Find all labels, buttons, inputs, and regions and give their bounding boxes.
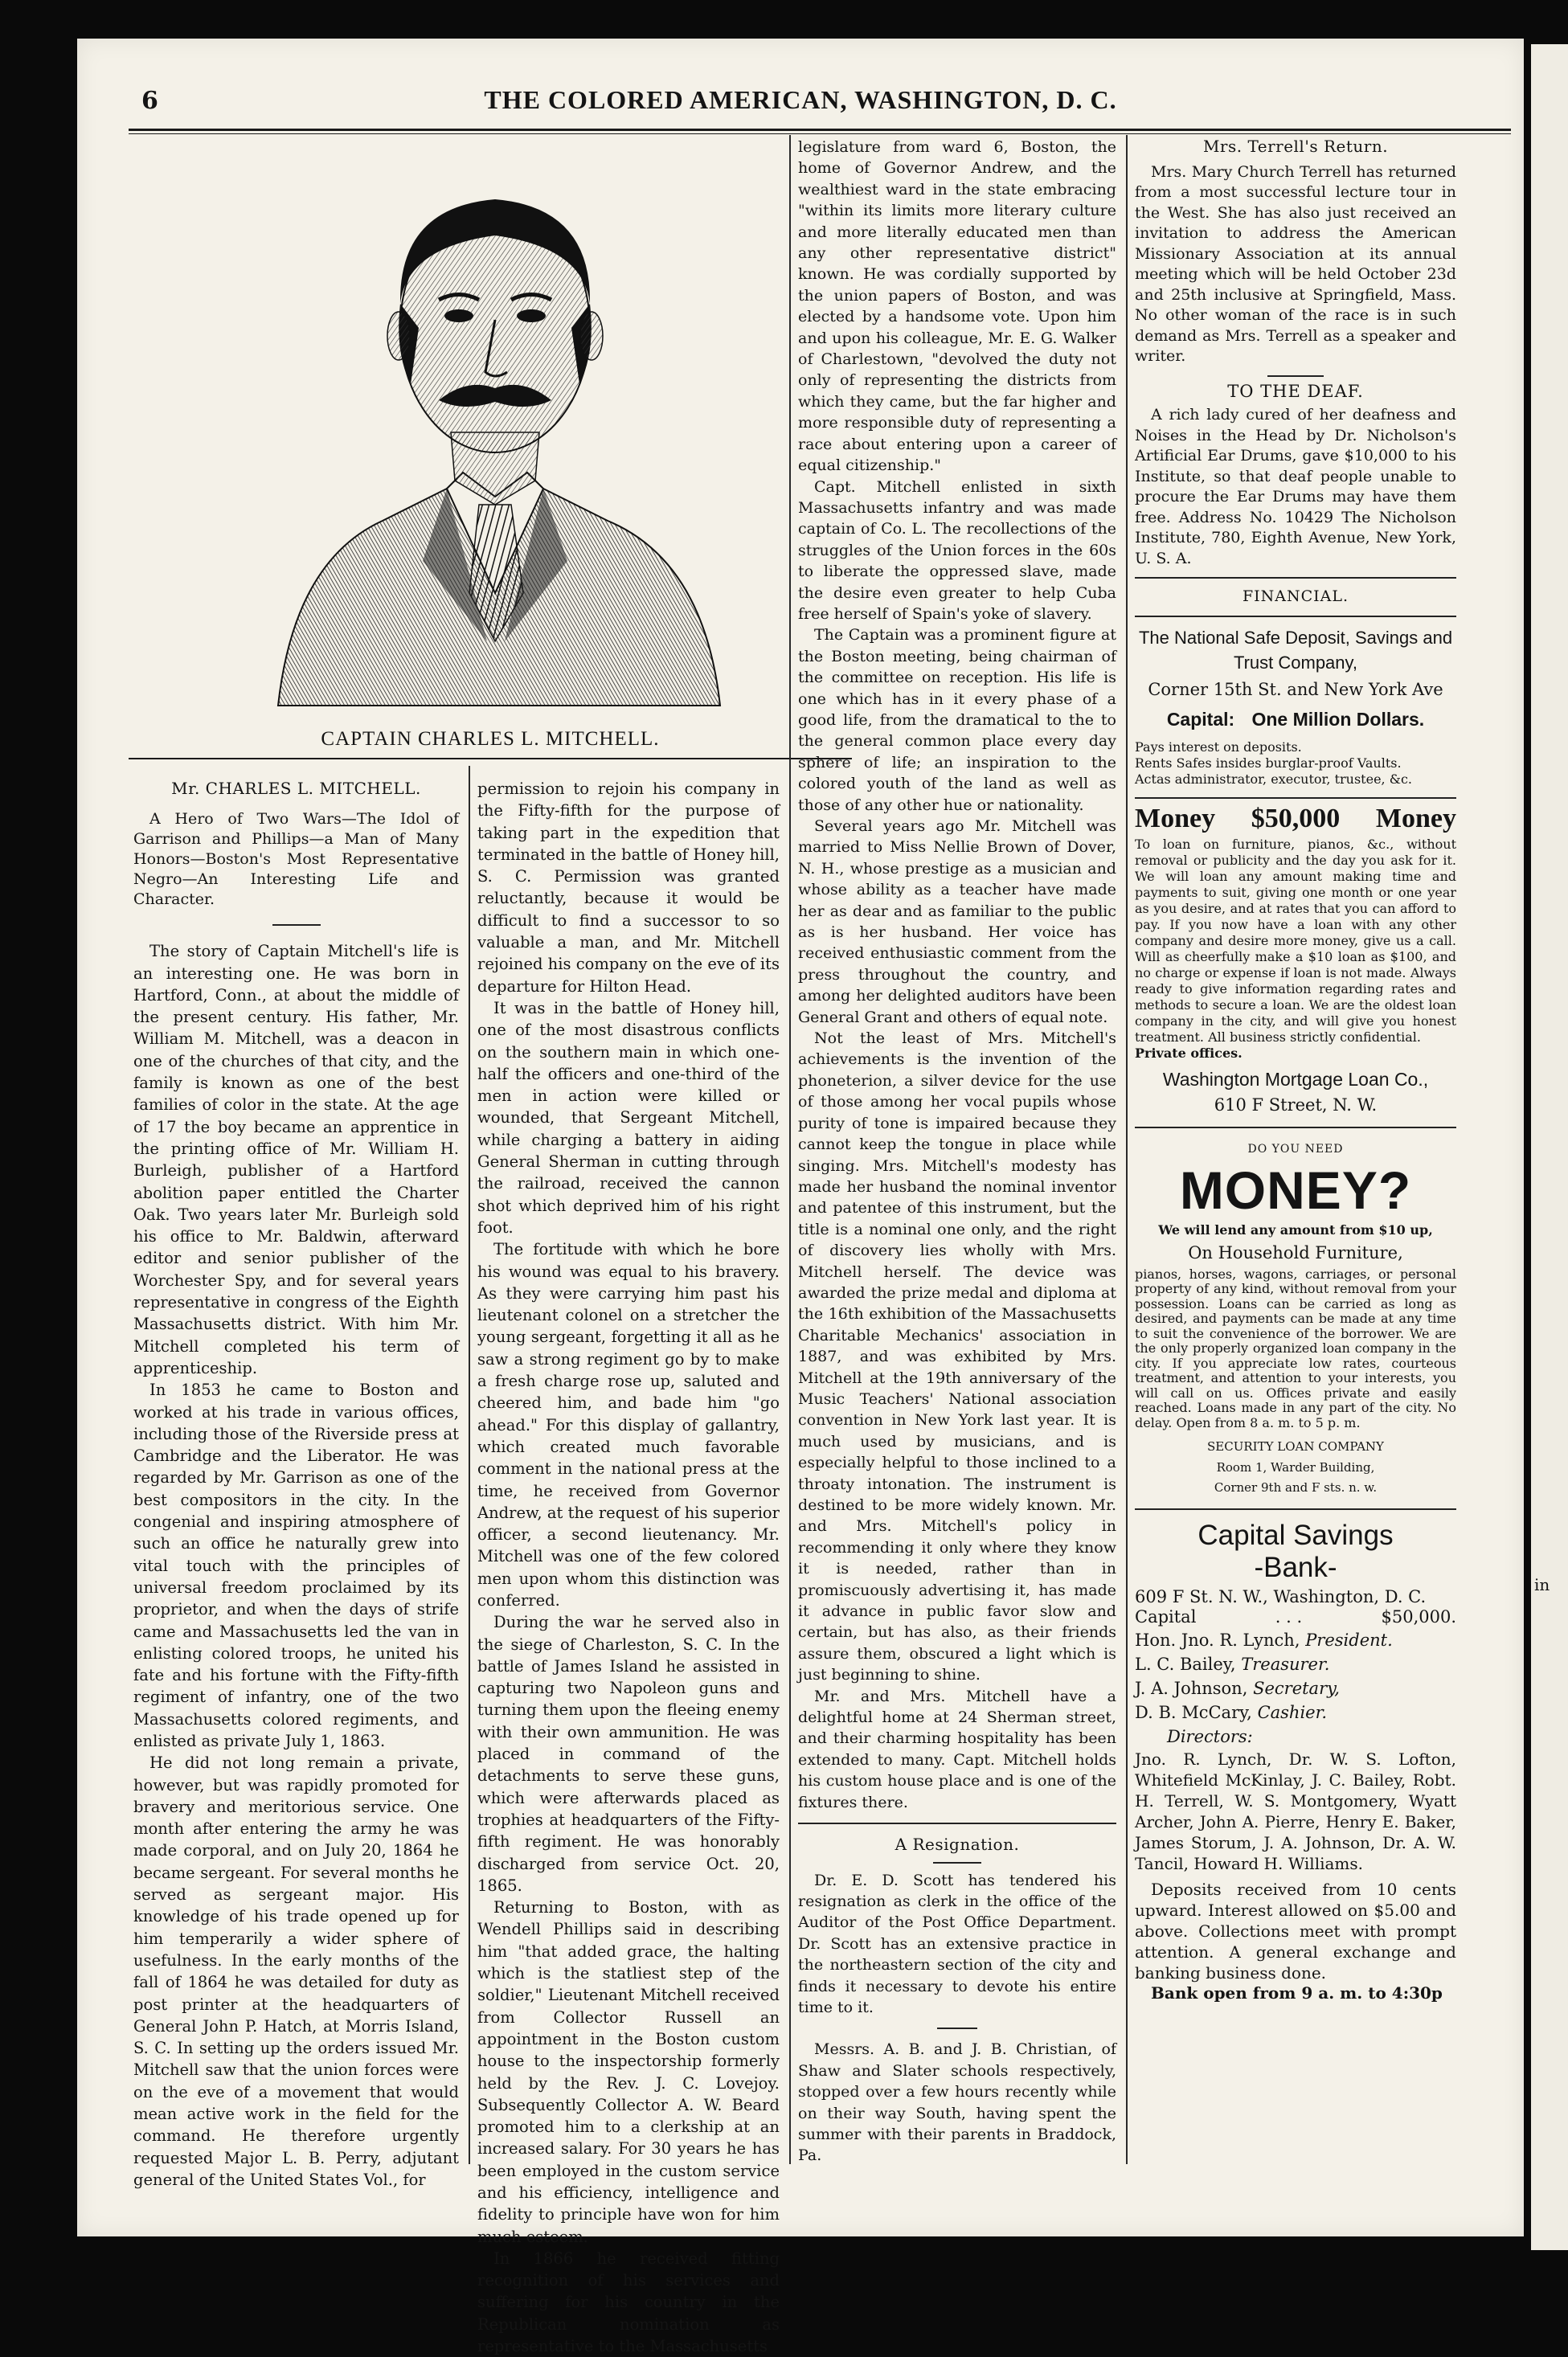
bank-subtitle: -Bank- [1254,1551,1337,1583]
article-paragraph: Capt. Mitchell enlisted in sixth Massachusetts infantry and was made captain of Co. L. The recollections of the struggles of the Union forces in the 60s to liberate the oppressed slave, made the desire even greater to help Cuba free herself of Spain's yoke of slavery. [798,477,1116,623]
section-rule [1135,797,1456,799]
money-ad-text: To loan on furniture, pianos, &c., without removal or publicity and the day you ask for it. We will loan any amount making time and payments to suit, giving one month or one year as you desire, and at rates that you can afford to pay. If you now have a loan with any other company and desire more money, give us a call. Will as cheerfully make a $10 loan as $100, and no charge or expense if loan is not made. Always ready to give information regarding rates and methods to secure a loan. We are the oldest loan company in the city, and will give you honest treatment. All business strictly confidential. [1135,837,1456,1045]
officer-name: D. B. McCary, [1135,1702,1252,1722]
deaf-title: TO THE DEAF. [1227,381,1364,401]
financial-title: FINANCIAL. [1242,587,1349,605]
section-rule [272,924,321,926]
bank-hours: Bank open from 9 a. m. to 4:30p [1151,1983,1443,2003]
bank-officers [1135,1628,1456,1749]
safe-deposit-note: Pays interest on deposits. [1135,739,1302,755]
article-title: Mr. CHARLES L. MITCHELL. [171,779,421,798]
safe-deposit-company: The National Safe Deposit, Savings and Trust Company, [1138,627,1453,673]
article-paragraph: He did not long remain a private, however, but was rapidly promoted for bravery and meritorious service. One month after entering the army he was made corporal, and on July 20, 1864 he became sergeant. For several months he served as sergeant major. His knowledge of his trade opened up for him temperarily a wider sphere of usefulness. In the early months of the fall of 1864 he was detailed for duty as post printer at the headquarters of General John P. Hatch, at Morris Island, S. C. In setting up the orders issued Mr. Mitchell saw that the union forces were on the eve of a movement that would mean active work in the field for the command. He therefore urgently requested Major L. B. Perry, adjutant general of the United States Vol., for [133,1753,459,2189]
caption-rule [129,758,852,759]
money-ad-headline [1135,803,1456,833]
article-paragraph: Mr. and Mrs. Mitchell have a delightful home at 24 Sherman street, and their charming hospitality has been extended to many. Capt. Mitchell holds his custom house place and is one of the fixtures there. [798,1687,1116,1811]
bank-capital-value: $50,000. [1381,1607,1456,1627]
bank-capital-label: Capital [1135,1607,1197,1627]
article-paragraph: Returning to Boston, with as Wendell Phillips said in describing him "that added grace, the halting which is the statliest step of the soldier," Lieutenant Mitchell received from Collector Russell an appointment in the Boston custom house to the inspectorship formerly held by the Rev. J. C. Lovejoy. Subsequently Collector A. W. Beard promoted him to a clerkship at an increased salary. For 30 years he has been employed in the custom service and his efficiency, intelligence and fidelity to principle have won for him much esteem. [477,1898,780,2246]
money-head-amount: $50,000 [1251,803,1341,833]
section-rule [1135,1508,1456,1510]
article-paragraph: The fortitude with which he bore his wound was equal to his bravery. As they were carrying him past his lieutenant colonel on a stretcher the young sergeant, forgetting it all as he saw a strong regiment go by to make a fresh charge rose up, saluted and cheered him, and bade him "go ahead." For this display of gallantry, which created much favorable comment in the national press at the time, he received from Governor Andrew, at the request of his superior officer, a second lieutenancy. Mr. Mitchell was one of the few colored men upon whom this distinction was conferred. [477,1240,780,1610]
officer-name: J. A. Johnson, [1135,1678,1248,1698]
officer-role: Secretary, [1253,1678,1340,1698]
bank-title: Capital Savings [1197,1519,1394,1551]
section-rule [1267,375,1324,377]
article-paragraph: In 1853 he came to Boston and worked at his trade in various offices, including those of the Riverside press at Cambridge and the Liberator. He was regarded by Mr. Garrison as one of the best compositors in the city. In the congenial and inspiring atmosphere of such an office he naturally grew into vital touch with the principles of universal freedom proclaimed by its proprietor, and when the days of strife came and Massachusetts led the van in enlisting colored troops, he united his fate and his fortune with the Fifty-fifth regiment of infantry, one of the two Massachusetts colored regiments, and enlisted as private July 1, 1863. [133,1381,459,1750]
money-head-right: Money [1375,803,1456,833]
safe-deposit-capital [1135,710,1456,731]
column-divider [1126,135,1128,2164]
money-head-left: Money [1135,803,1216,833]
security-line1: We will lend any amount from $10 up, [1158,1221,1433,1238]
article-paragraph: During the war he served also in the siege of Charleston, S. C. In the battle of James Island he assisted in capturing two Napoleon guns and turning them upon the fleeing enemy with their own ammunition. He was placed in command of the detachments to serve these guns, which were afterwards placed as trophies at headquarters of the Fifty-fifth regiment. He was honorably discharged from service Oct. 20, 1865. [477,1613,780,1895]
security-text: pianos, horses, wagons, carriages, or personal property of any kind, without removal from your possession. Loans can be carried as long as desired, and payments can be made at any time to suit the convenience of the borrower. We are the only properly organized loan company in the city. If you appreciate low rates, courteous treatment, and attention to your interests, you will call on us. Offices private and easily reached. Loans made in any part of the city. No delay. Open from 8 a. m. to 5 p. m. [1135,1266,1456,1430]
section-rule [1135,1127,1456,1128]
security-line2: On Household Furniture, [1188,1243,1403,1262]
header-rule [129,129,1511,131]
header-rule-thin [129,133,1511,134]
article-paragraph: It was in the battle of Honey hill, one of the most disastrous conflicts on the southern main in which one-half the officers and one-third of the men in action were killed or wounded, that Sergeant Mitchell, while charging a battery in aiding General Sherman in cutting through the railroad, received the cannon shot which deprived him of his right foot. [477,998,780,1237]
resignation-title: A Resignation. [895,1835,1020,1855]
advertisements-column [1135,137,1456,2003]
capital-value: One Million Dollars. [1251,709,1425,730]
officer-role: President. [1305,1630,1393,1650]
safe-deposit-note: Actas administrator, executor, trustee, &c. [1135,771,1412,787]
officer-name: Hon. Jno. R. Lynch, [1135,1630,1300,1650]
article-paragraph: Not the least of Mrs. Mitchell's achievements is the invention of the phoneterion, a silver device for the use of those among her vocal pupils whose purity of tone is impaired because they cannot keep the tongue in place while singing. Mrs. Mitchell's modesty has made her husband the nominal inventor and patentee of this instrument, but the title is a nominal one only, and the right of discovery lies wholly with Mrs. Mitchell herself. The device was awarded the prize medal and diploma at the 16th exhibition of the Massachusetts Charitable Mechanics' association in 1887, and was exhibited by Mrs. Mitchell at the 19th anniversary of the Music Teachers' National association convention in New York last year. It is much used by musicians, and is especially helpful to those inclined to a throaty intonation. The instrument is destined to be more widely known. Mr. and Mrs. Mitchell's policy in recommending it only where they know it is needed, rather than in promiscuously advertising it, has made it advance in public favor slow and certain, but has also, as their friends assure them, obscured a light which is just beginning to shine. [798,1029,1116,1684]
bank-address: 609 F St. N. W., Washington, D. C. [1135,1586,1427,1606]
safe-deposit-address: Corner 15th St. and New York Ave [1148,679,1443,699]
adjacent-page-edge [1531,44,1568,2250]
bank-capital-dots: . . . [1275,1607,1303,1627]
article-paragraph: Several years ago Mr. Mitchell was married to Miss Nellie Brown of Dover, N. H., whose prestige as a musician and whose ability as a teacher have made her as dear and as familiar to the public as is her husband. Her voice has received enthusiastic comment from the press throughout the country, and among her delighted auditors have been General Grant and others of equal note. [798,817,1116,1026]
officer-role: Cashier. [1257,1702,1328,1722]
terrell-text: Mrs. Mary Church Terrell has returned from a most successful lecture tour in the West. She has also just received an invitation to address the American Missionary Association at its annual meeting which will be held October 23d and 25th inclusive at Springfield, Mass. No other woman of the race is in such demand as Mrs. Terrell as a speaker and writer. [1135,162,1456,365]
bank-capital-row [1135,1607,1456,1628]
directors-label: Directors: [1167,1726,1253,1746]
article-column-3 [798,137,1116,2167]
money-ad-private: Private offices. [1135,1046,1243,1061]
article-paragraph: legislature from ward 6, Boston, the home of Governor Andrew, and the wealthiest ward in the state embracing "within its limits more literary culture and more literally educated men than any other representative district" known. He was cordially supported by the union papers of Boston, and was elected by a handsome vote. Upon him and upon his colleague, Mr. E. G. Walker of Charlestown, "devolved the duty not only of representing the districts from which they came, but the far higher and more responsible duty of representing a race about entering upon a career of equal citizenship." [798,138,1116,475]
bank-officer [1135,1676,1456,1700]
mortgage-address: 610 F Street, N. W. [1214,1095,1378,1115]
column-divider [789,135,791,2164]
security-corner: Corner 9th and F sts. n. w. [1214,1480,1378,1495]
mortgage-company: Washington Mortgage Loan Co., [1162,1069,1429,1090]
capital-label: Capital: [1166,709,1235,730]
article-column-2 [477,778,780,2357]
masthead: THE COLORED AMERICAN, WASHINGTON, D. C. [484,85,1117,114]
section-rule [937,2028,977,2029]
page-number: 6 [141,87,158,115]
resignation-paragraph: Dr. E. D. Scott has tendered his resignation as clerk in the office of the Auditor of the Post Office Department. Dr. Scott has an extensive practice in the northeastern section of the city and finds it necessary to devote his entire time to it. [798,1871,1116,2016]
section-rule [1135,616,1456,617]
officer-name: L. C. Bailey, [1135,1654,1236,1674]
newspaper-page [77,39,1524,2356]
article-column-1 [133,778,459,2191]
security-company: SECURITY LOAN COMPANY [1207,1439,1384,1454]
section-rule [798,1823,1116,1824]
safe-deposit-note: Rents Safes insides burglar-proof Vaults. [1135,755,1402,771]
section-rule [1135,577,1456,579]
terrell-title: Mrs. Terrell's Return. [1202,137,1389,156]
security-big-money: MONEY? [1179,1160,1412,1220]
portrait-caption: CAPTAIN CHARLES L. MITCHELL. [321,728,660,750]
bank-directors: Jno. R. Lynch, Dr. W. S. Lofton, Whitefield McKinlay, J. C. Bailey, Robt. H. Terrell, W. S. Montgomery, Wyatt Archer, John A. Pierre, Henry E. Baker, James Storum, J. A. Johnson, Dr. A. W. Tancil, Howard H. Williams. [1135,1749,1456,1873]
article-subhead: A Hero of Two Wars—The Idol of Garrison and Phillips—a Man of Many Honors—Boston's Most Representative Negro—An Interesting Life and Character. [133,810,459,909]
column-divider [469,766,470,2164]
article-paragraph: In 1866 he received fitting recognition of his services and suffering for his country in the Republican nomination as representative to the Massachusetts [477,2249,780,2356]
bank-deposits: Deposits received from 10 cents upward. Interest allowed on $5.00 and above. Collections meet with prompt attention. A general exchange and banking business done. [1135,1879,1456,1983]
bank-officer [1135,1652,1456,1676]
resignation-paragraph: Messrs. A. B. and J. B. Christian, of Shaw and Slater schools respectively, stopped over a few hours recently while on their way South, having spent the summer with their parents in Braddock, Pa. [798,2040,1116,2165]
article-paragraph: The story of Captain Mitchell's life is an interesting one. He was born in Hartford, Conn., at about the middle of the present century. His father, Mr. William M. Mitchell, was a deacon in one of the churches of that city, and the family is known as one of the best families of color in the state. At the age of 17 the boy became an apprentice in the printing office of Mr. William H. Burleigh, publisher of a Hartford abolition paper entitled the Charter Oak. Two years later Mr. Burleigh sold his office to Mr. Baldwin, afterward editor and senior publisher of the Worchester Spy, and for several years representative in congress of the Eighth Massachusetts district. With him Mr. Mitchell completed his term of apprenticeship. [133,942,459,1377]
section-rule [933,1862,981,1864]
deaf-text: A rich lady cured of her deafness and Noises in the Head by Dr. Nicholson's Artificial Ear Drums, gave $10,000 to his Institute, so that deaf people unable to procure the Ear Drums may have them free. Address No. 10429 The Nicholson Institute, 780, Eighth Avenue, New York, U. S. A. [1135,406,1456,567]
security-room: Room 1, Warder Building, [1216,1459,1375,1475]
article-paragraph: The Captain was a prominent figure at the Boston meeting, being chairman of the committee on reception. His life is one which has in it every phase of a good life, from the dramatical to the to the general common place every day sphere of life; an inspiration to the colored youth of the land as well as those of any other hue or nationality. [798,626,1116,814]
portrait-engraving [246,143,744,722]
page-header [77,77,1524,129]
security-lead: DO YOU NEED [1247,1143,1344,1156]
article-paragraph: permission to rejoin his company in the Fifty-fifth for the purpose of taking part in the expedition that terminated in the battle of Honey hill, S. C. Permission was granted reluctantly, because it would be difficult to find a successor to so valuable a man, and Mr. Mitchell rejoined his company on the eve of its departure for Hilton Head. [477,780,780,996]
adjacent-page-fragment: in [1534,1575,1550,1594]
bank-officer [1135,1628,1456,1652]
bank-officer [1135,1700,1456,1725]
officer-role: Treasurer. [1241,1654,1330,1674]
